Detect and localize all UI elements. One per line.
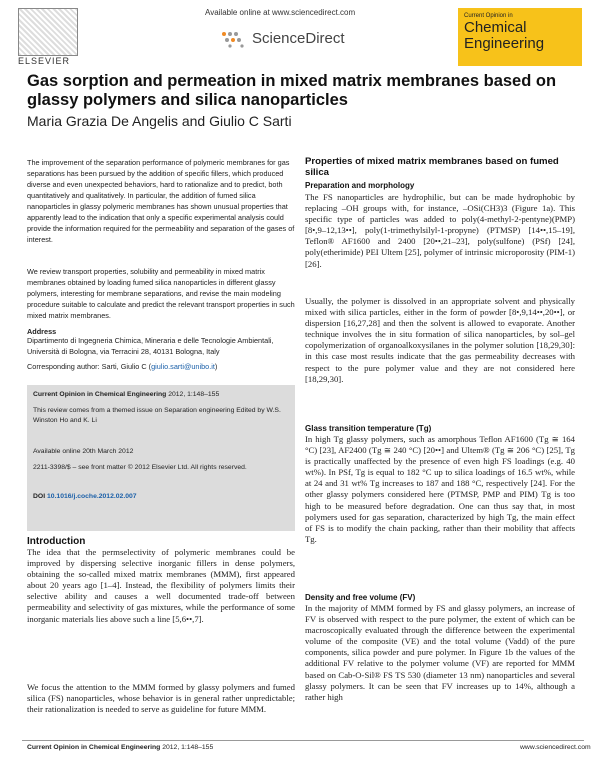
corresponding-author-suffix: ) — [214, 362, 218, 371]
density-paragraph: In the majority of MMM formed by FS and glassy polymers, an increase of FV is observed with respect to the pure polymer, the extent of which can be macroscopically evaluated through the difference between the experimental volume of the composite (VE) and the total volume (Vadd) of the pure components, silica powder and pure polymer. In Figure 1b the values of the additional FV relative to the polymer volume (VF) are reported for MMM based on Cab-O-Sil® FS TS 530 (diameter 13 nm) nanoparticles and several glassy polymers. It can be seen that FV increases up to 14%, although a rather high — [305, 603, 575, 702]
journal-badge-title — [464, 20, 544, 52]
infobox-journal-issue: 2012, 1:148–155 — [166, 391, 220, 398]
journal-badge-title-line2: Engineering — [464, 35, 545, 52]
address-text: Dipartimento di Ingegneria Chimica, Mineraria e delle Tecnologie Ambientali, Università di Bologna, via Terracini 28, 40131 Bologna, Italy — [27, 336, 274, 356]
subheading-glass-transition: Glass transition temperature (Tg) — [305, 424, 432, 433]
article-title: Gas sorption and permeation in mixed matrix membranes based on glassy polymers and silica nanoparticles — [27, 72, 557, 109]
glass-transition-paragraph: In high Tg glassy polymers, such as amorphous Teflon AF1600 (Tg ≅ 164 °C) [23], AF2400 (Tg ≅ 240 °C) [20••] and Ultem® (Tg ≅ 206 °C) [25], Tg is practically unaffected by the presence of even high FS loadings (e.g. 40 wt%). In PSf, Tg is equal to 182 °C up to silica loadings of 16.5 wt%, while at 24 and 31 wt% Tg increases to 187 and 188 °C, respectively [24]. For the other glassy polymers considered here (PTMSP, PMP and PIM) Tg is too high to be measured before degradation. One can thus say that, in most polymers used for gas separation, characterized by high Tg, the main effect of FS is to modify the chain packing, rather than their mobility that affects Tg. — [305, 434, 575, 544]
footer-citation — [27, 744, 213, 751]
address-heading: Address — [27, 327, 57, 336]
abstract-paragraph-1: The improvement of the separation performance of polymeric membranes for gas separations has been pursued by the addition of specific fillers, which produced diverse and even unexpected behaviors, hard to rationalize and to predict, both quantitatively and qualitatively. In particular, the addition of fumed silica nanoparticles in glassy polymeric membranes has shown unusual properties that apparently lead to the indication that only a specific experimental analysis could provide the information required for the permeability and separation of the gases of interest. — [27, 158, 295, 244]
elsevier-tree-logo — [18, 8, 78, 56]
footer-pages: 2012, 1:148–155 — [160, 744, 214, 751]
infobox-theme: This review comes from a themed issue on Separation engineering Edited by W.S. Winston Ho and K. Li — [33, 407, 281, 424]
corresponding-email-link[interactable]: giulio.sarti@unibo.it — [151, 362, 215, 371]
introduction-paragraph-2: We focus the attention to the MMM formed by glassy polymers and fumed silica (FS) nanoparticles, whose behavior is in general rather unpredictable; their rationalization is needed to serve as guideline for future MMM. — [27, 682, 295, 715]
journal-badge-subtitle: Current Opinion in — [464, 13, 513, 19]
footer-url[interactable]: www.sciencedirect.com — [520, 744, 591, 751]
infobox-issn: 2211-3398/$ – see front matter © 2012 Elsevier Ltd. All rights reserved. — [33, 464, 247, 471]
infobox-journal-name: Current Opinion in Chemical Engineering — [33, 391, 167, 398]
sciencedirect-dots-icon — [220, 30, 248, 48]
introduction-paragraph-1: The idea that the permselectivity of polymeric membranes could be improved by dispersing selective inorganic fillers in dense polymers, obtaining the so-called mixed matrix membranes (MMM), first appeared about 20 years ago [1–4]. Instead, the flexibility of polymers limits their selective ability and causes a well documented trade-off between permeability and selectivity of gas mixtures, while the performance of some inorganic materials lies above such a line [5,6••,7]. — [27, 547, 295, 624]
article-authors: Maria Grazia De Angelis and Giulio C Sarti — [27, 113, 292, 129]
subheading-preparation: Preparation and morphology — [305, 181, 415, 190]
infobox-doi-prefix: DOI — [33, 493, 47, 500]
corresponding-author-prefix: Corresponding author: Sarti, Giulio C ( — [27, 362, 152, 371]
journal-badge-title-line1: Chemical — [464, 19, 527, 36]
abstract-paragraph-2: We review transport properties, solubility and permeability in mixed matrix membranes obtained by loading fumed silica nanoparticles in different glassy polymers, interesting for membrane separations, and revise the main modeling procedure suitable to calculate and predict the relevant transport properties in such mixed matrix membranes. — [27, 267, 295, 320]
available-online-text: Available online at www.sciencedirect.com — [205, 8, 356, 17]
section-title: Properties of mixed matrix membranes based on fumed silica — [305, 156, 559, 178]
infobox-doi — [33, 492, 291, 502]
sciencedirect-logo-text: ScienceDirect — [252, 30, 345, 47]
introduction-heading: Introduction — [27, 536, 86, 547]
footer-journal: Current Opinion in Chemical Engineering — [27, 744, 161, 751]
infobox-available: Available online 20th March 2012 — [33, 448, 134, 455]
footer-divider — [22, 740, 584, 741]
corresponding-author — [27, 361, 295, 372]
publisher-name: ELSEVIER — [18, 56, 71, 66]
infobox-journal — [33, 390, 291, 400]
subheading-density: Density and free volume (FV) — [305, 593, 416, 602]
preparation-paragraph-2: Usually, the polymer is dissolved in an appropriate solvent and physically mixed with silica particles, either in the form of powder [8•,9,14••,20••], or dispersion [16,27,28] and then the solvent is allowed to evaporate. Another technique involves the in situ formation of silica nanoparticles, by sol–gel copolymerization of organoalkoxysilanes in the polymer solution [18,29,30]: in this case most results indicate that the gas permeability decreases with respect to the pure polymer value and they are not considered here [18,29,30]. — [305, 296, 575, 384]
doi-link[interactable]: 10.1016/j.coche.2012.02.007 — [46, 493, 137, 500]
preparation-paragraph-1: The FS nanoparticles are hydrophilic, but can be made hydrophobic by replacing –OH groups with, for instance, –OSi(CH3)3 (Figure 1a). This specific type of particles was added to poly(4-methyl-2-pentyne)(PMP) [8•,9–12,13••], poly(1-trimethylsilyl-1-propyne) (PTMSP) [14••,15–19], Teflon® AF1600 and 2400 [20••,21–23], poly(sulfone) (PSf) [24], poly(etherimide) PEI Ultem [25], polymer of intrinsic microporosity (PIM-1) [26]. — [305, 192, 575, 269]
